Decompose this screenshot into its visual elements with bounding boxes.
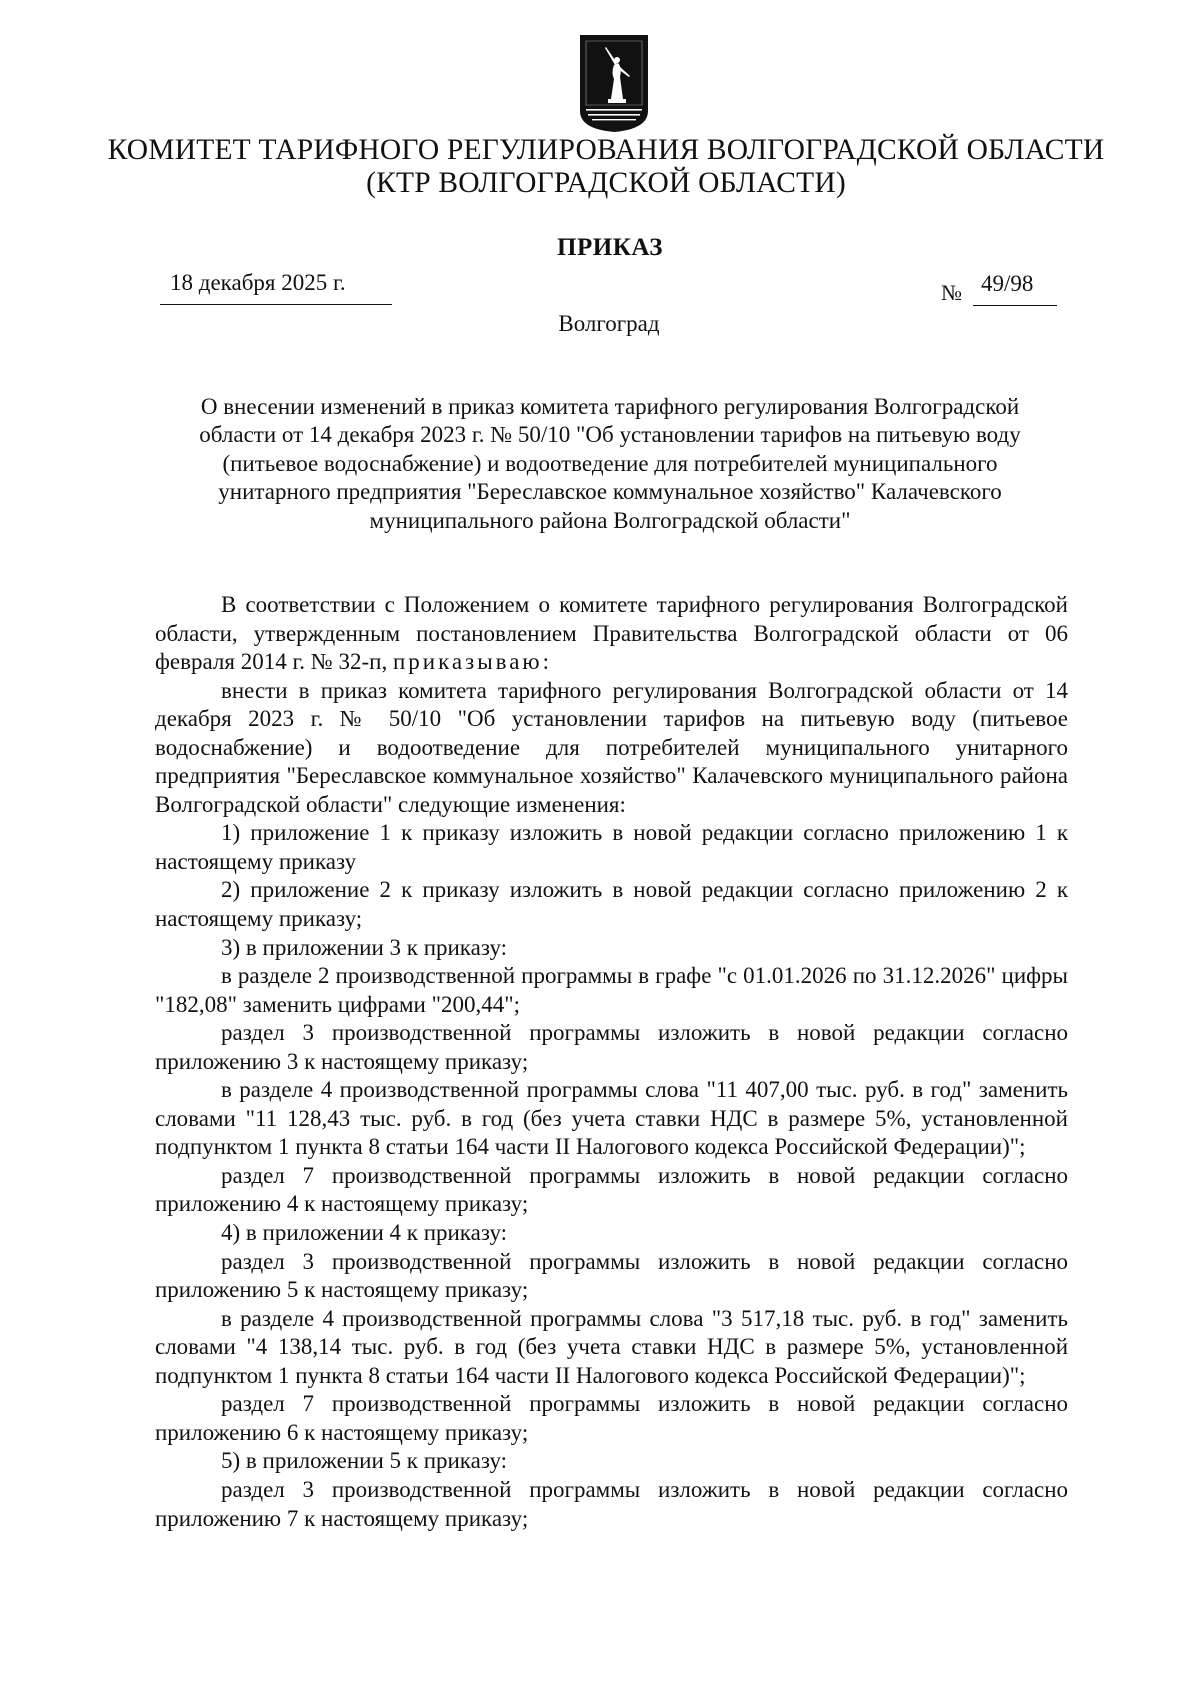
subject-line: муниципального района Волгоградской области" [369,507,851,533]
document-date: 18 декабря 2025 г. [170,270,346,295]
body-paragraph: 4) в приложении 4 к приказу: [221,1220,508,1246]
body-paragraph: 2) приложение 2 к приказу изложить в новой редакции согласно приложению 2 к настоящему приказу; [155,877,1068,932]
body-paragraph: раздел 3 производственной программы изложить в новой редакции согласно приложению 3 к настоящему приказу; [155,1020,1068,1074]
body-paragraph: 5) в приложении 5 к приказу: [221,1448,508,1474]
body-paragraph: раздел 3 производственной программы изложить в новой редакции согласно приложению 5 к настоящему приказу; [155,1248,1068,1303]
body-paragraph: раздел 3 производственной программы изложить в новой редакции согласно приложению 7 к настоящему приказу; [155,1476,1068,1531]
body-paragraph: 3) в приложении 3 к приказу: [221,934,508,960]
volgograd-region-emblem-icon [578,33,650,133]
document-type-title: ПРИКАЗ [557,234,663,261]
body-paragraph: внести в приказ комитета тарифного регулирования Волгоградской области от 14 декабря 2023 г. № 50/10 "Об установлении тарифов на питьевую воду (питьевое водоснабжение) и водоотведение для потребителей муниципального унитарного предприятия "Береславское коммунальное хозяйство" Калачевского муниципального района Волгоградской области" следующие изменения: [155,677,1068,817]
body-paragraph: в разделе 2 производственной программы в графе "с 01.01.2026 по 31.12.2026" цифры "182,08" заменить цифрами "200,44"; [155,963,1068,1017]
subject-line: (питьевое водоснабжение) и водоотведение для потребителей муниципального [222,450,998,476]
document-body [155,591,1068,1533]
organization-name: КОМИТЕТ ТАРИФНОГО РЕГУЛИРОВАНИЯ ВОЛГОГРАДСКОЙ ОБЛАСТИ [107,134,1105,166]
body-paragraph: раздел 7 производственной программы изложить в новой редакции согласно приложению 4 к настоящему приказу; [155,1162,1068,1217]
order-word: приказываю: [392,649,552,675]
body-paragraph: в разделе 4 производственной программы слова "11 407,00 тыс. руб. в год" заменить словами "11 128,43 тыс. руб. в год (без учета ставки НДС в размере 5%, установленной подпунктом 1 пункта 8 статьи 164 части II Налогового кодекса Российской Федерации)"; [155,1077,1068,1160]
number-sign: № [941,280,962,305]
document-city: Волгоград [558,311,660,336]
preamble-text: В соответствии с Положением о комитете тарифного регулирования Волгоградской области, утвержденным постановлением Правительства Волгоградской области от 06 февраля 2014 г. № 32-п, [155,592,1068,675]
number-underline [973,305,1057,306]
organization-short-name: (КТР ВОЛГОГРАДСКОЙ ОБЛАСТИ) [366,167,846,199]
subject-line: унитарного предприятия "Береславское коммунальное хозяйство" Калачевского [218,479,1002,505]
body-paragraph: 1) приложение 1 к приказу изложить в новой редакции согласно приложению 1 к настоящему приказу [155,820,1068,874]
date-underline [160,304,392,305]
document-subject [150,393,1070,535]
preamble-paragraph [155,591,1068,677]
subject-line: области от 14 декабря 2023 г. № 50/10 "Об установлении тарифов на питьевую воду [199,422,1021,448]
subject-line: О внесении изменений в приказ комитета тарифного регулирования Волгоградской [200,394,1020,419]
document-number: 49/98 [981,271,1034,296]
body-paragraph: раздел 7 производственной программы изложить в новой редакции согласно приложению 6 к настоящему приказу; [155,1391,1068,1445]
body-paragraph: в разделе 4 производственной программы слова "3 517,18 тыс. руб. в год" заменить словами "4 138,14 тыс. руб. в год (без учета ставки НДС в размере 5%, установленной подпунктом 1 пункта 8 статьи 164 части II Налогового кодекса Российской Федерации)"; [155,1305,1068,1388]
